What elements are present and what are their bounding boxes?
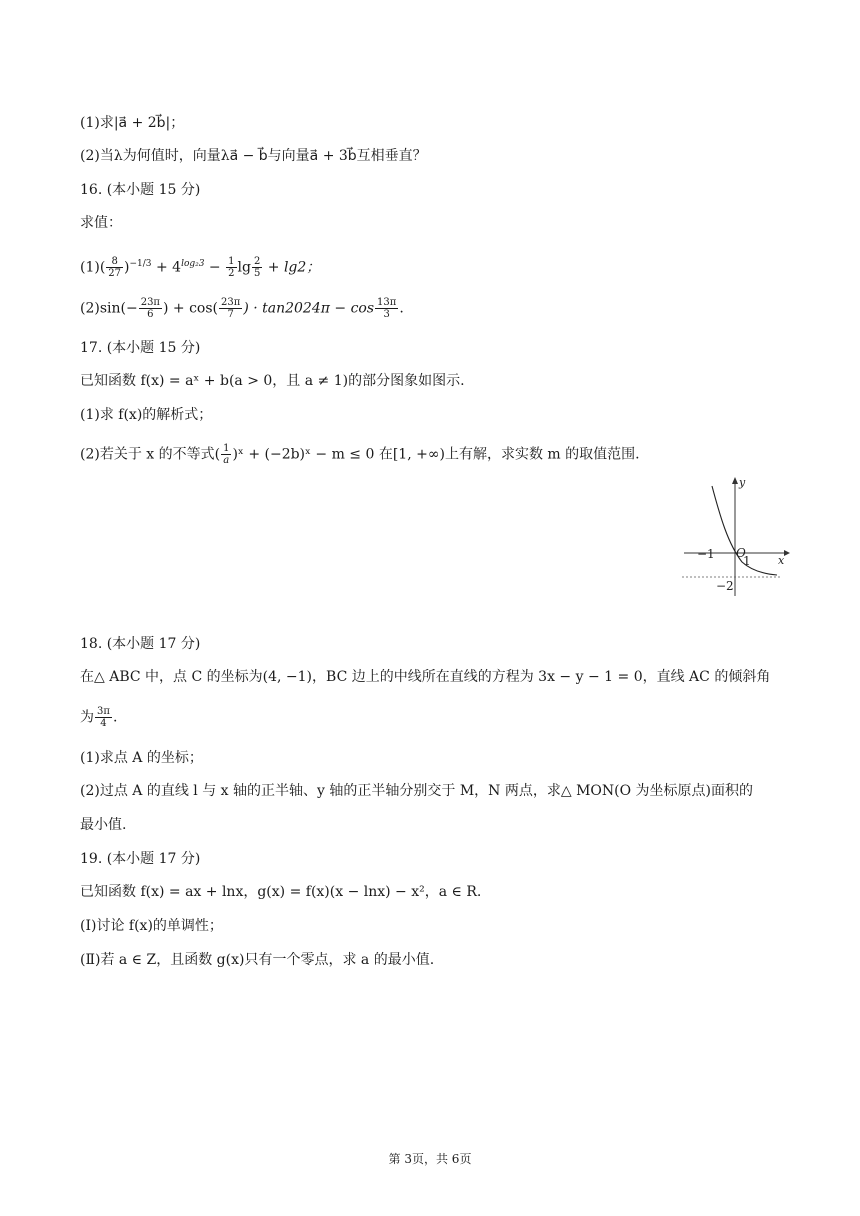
fraction: $\frac{3\pi}{4}$: [97, 706, 110, 729]
q18-part2: (2)过点 A 的直线 l 与 x 轴的正半轴、y 轴的正半轴分别交于 M，N 两点，求△ MON(O 为坐标原点)面积的: [80, 783, 753, 799]
origin-label: O: [736, 546, 746, 560]
fraction: $\frac{1}{2}$: [228, 256, 235, 280]
q16-part2: (2)sin(− $\frac{23\pi}{6}$ ) + cos( $\frac{23\pi}{7}$ ) · tan2024π − cos $\frac{13\pi}{3}$ .: [80, 297, 404, 320]
q15-part1: (1)求|a⃗ + 2b⃗|；: [80, 115, 185, 131]
q17-header: 17. (本小题 15 分): [80, 340, 201, 356]
q17-part1: (1)求 f(x)的解析式；: [80, 407, 213, 423]
pos-one-label: 1: [743, 554, 751, 568]
x-axis-label: x: [778, 554, 785, 567]
q19-intro: 已知函数 f(x) = ax + lnx，g(x) = f(x)(x − lnx) − x²，a ∈ R.: [80, 884, 482, 900]
fraction: $\frac{2}{5}$: [253, 256, 261, 280]
q17-part2: (2)若关于 x 的不等式( $\frac{1}{a}$ )ˣ + (−2b)ˣ − m ≤ 0 在[1, +∞)上有解，求实数 m 的取值范围.: [80, 443, 640, 466]
neg-one-x-label: −1: [697, 547, 715, 561]
fraction: $\frac{8}{27}$: [108, 256, 122, 280]
q19-part2: (Ⅱ)若 a ∈ Z，且函数 g(x)只有一个零点，求 a 的最小值.: [80, 952, 435, 968]
q18-part2-cont: 最小值.: [80, 817, 127, 833]
q19-part1: (Ⅰ)讨论 f(x)的单调性；: [80, 918, 223, 934]
page-footer: 第 3页，共 6页: [388, 1152, 472, 1166]
x-axis-arrow: [784, 550, 790, 556]
q16-header: 16. (本小题 15 分): [80, 182, 201, 198]
y-axis-label: y: [739, 476, 746, 489]
fraction: $\frac{13\pi}{3}$: [377, 297, 397, 320]
y-axis-arrow: [732, 477, 738, 484]
fraction: $\frac{23\pi}{6}$: [140, 297, 160, 320]
q18-part1: (1)求点 A 的坐标；: [80, 750, 203, 766]
q18-intro-cont: 为 $\frac{3\pi}{4}$ .: [80, 706, 118, 729]
function-graph: [680, 474, 790, 599]
fraction: $\frac{23\pi}{7}$: [221, 297, 241, 320]
q16-part1: (1)( $\frac{8}{27}$ )$^{-1/3} + 4^{log_23}$ − $\frac{1}{2}$ lg $\frac{2}{5}$ + lg2；: [80, 256, 321, 280]
q18-intro: 在△ ABC 中，点 C 的坐标为(4, −1)，BC 边上的中线所在直线的方程为 3x − y − 1 = 0，直线 AC 的倾斜角: [80, 669, 771, 685]
q18-header: 18. (本小题 17 分): [80, 636, 201, 652]
q16-intro: 求值：: [80, 215, 122, 231]
neg-two-label: −2: [716, 579, 734, 593]
q15-part2: (2)当λ为何值时，向量λa⃗ − b⃗与向量a⃗ + 3b⃗互相垂直？: [80, 148, 427, 164]
text: (1)(: [80, 259, 106, 276]
q19-header: 19. (本小题 17 分): [80, 851, 201, 867]
fraction: $\frac{1}{a}$: [223, 443, 230, 466]
q17-intro: 已知函数 f(x) = aˣ + b(a > 0，且 a ≠ 1)的部分图象如图示.: [80, 373, 465, 389]
